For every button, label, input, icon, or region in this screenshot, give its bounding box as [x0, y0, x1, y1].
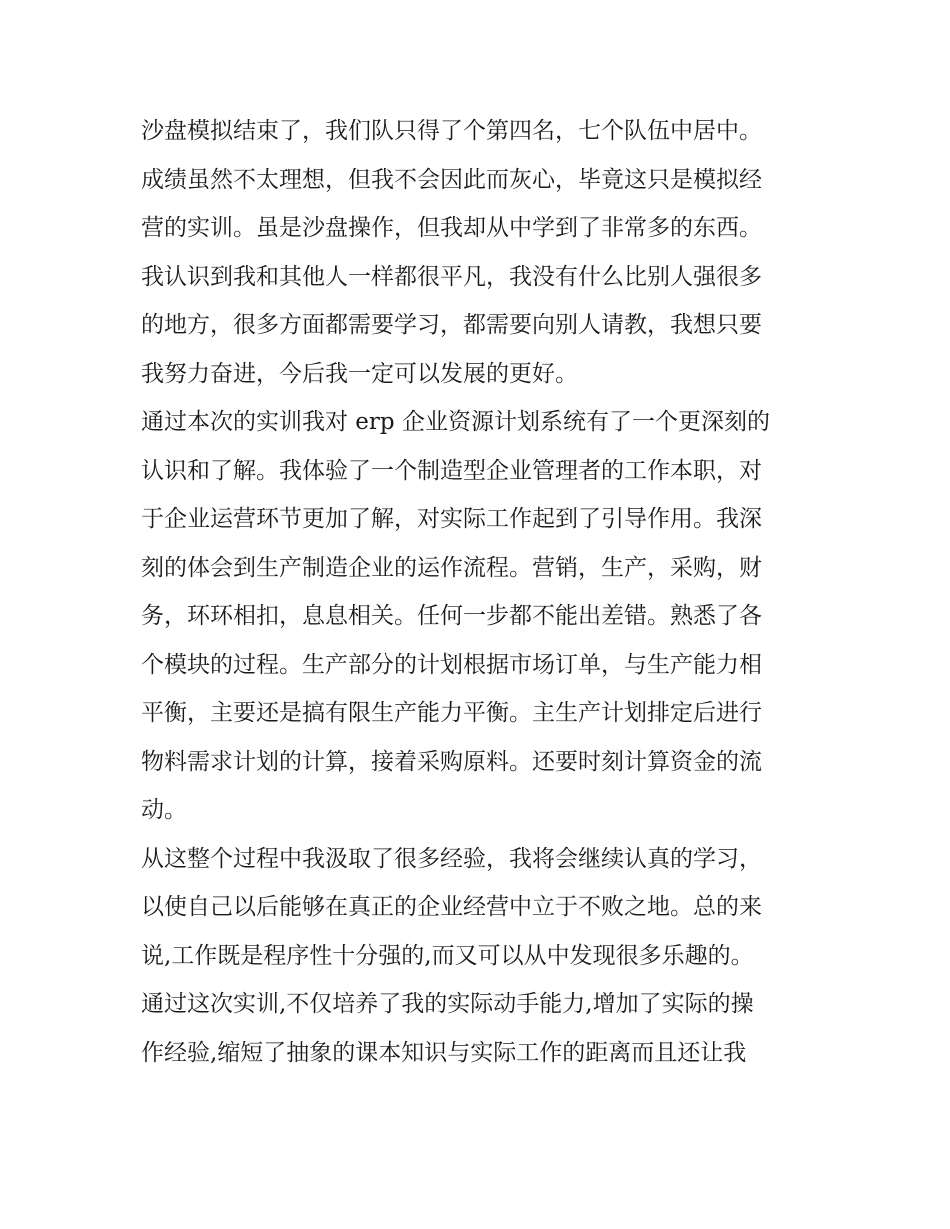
text-line: 认识和了解。我体验了一个制造型企业管理者的工作本职，对	[141, 457, 762, 484]
text-line: 通过这次实训,不仅培养了我的实际动手能力,增加了实际的操	[141, 991, 754, 1017]
text-line: 刻的体会到生产制造企业的运作流程。营销，生产，采购，财	[141, 554, 762, 581]
text-line: 于企业运营环节更加了解，对实际工作起到了引导作用。我深	[141, 506, 762, 532]
text-line: 作经验,缩短了抽象的课本知识与实际工作的距离而且还让我	[141, 1039, 747, 1066]
text-line: 的地方，很多方面都需要学习，都需要向别人请教，我想只要	[141, 312, 762, 338]
text-line: 我认识到我和其他人一样都很平凡，我没有什么比别人强很多	[141, 263, 762, 290]
text-line: 营的实训。虽是沙盘操作，但我却从中学到了非常多的东西。	[141, 215, 762, 241]
text-line: 物料需求计划的计算，接着采购原料。还要时刻计算资金的流	[141, 748, 762, 775]
text-line: 成绩虽然不太理想，但我不会因此而灰心，毕竟这只是模拟经	[141, 166, 762, 193]
text-line: 通过本次的实训我对 erp 企业资源计划系统有了一个更深刻的	[141, 409, 770, 435]
text-line: 从这整个过程中我汲取了很多经验，我将会继续认真的学习，	[141, 845, 762, 872]
text-line: 平衡，主要还是搞有限生产能力平衡。主生产计划排定后进行	[141, 700, 762, 726]
text-line: 说,工作既是程序性十分强的,而又可以从中发现很多乐趣的。	[141, 942, 754, 969]
text-line: 务，环环相扣，息息相关。任何一步都不能出差错。熟悉了各	[141, 603, 762, 629]
document-body	[141, 107, 821, 1077]
text-line: 我努力奋进，今后我一定可以发展的更好。	[141, 360, 578, 387]
text-line: 个模块的过程。生产部分的计划根据市场订单，与生产能力相	[141, 651, 762, 678]
text-line: 沙盘模拟结束了，我们队只得了个第四名，七个队伍中居中。	[141, 118, 762, 144]
text-line: 以使自己以后能够在真正的企业经营中立于不败之地。总的来	[141, 894, 762, 920]
text-line: 动。	[141, 797, 187, 823]
